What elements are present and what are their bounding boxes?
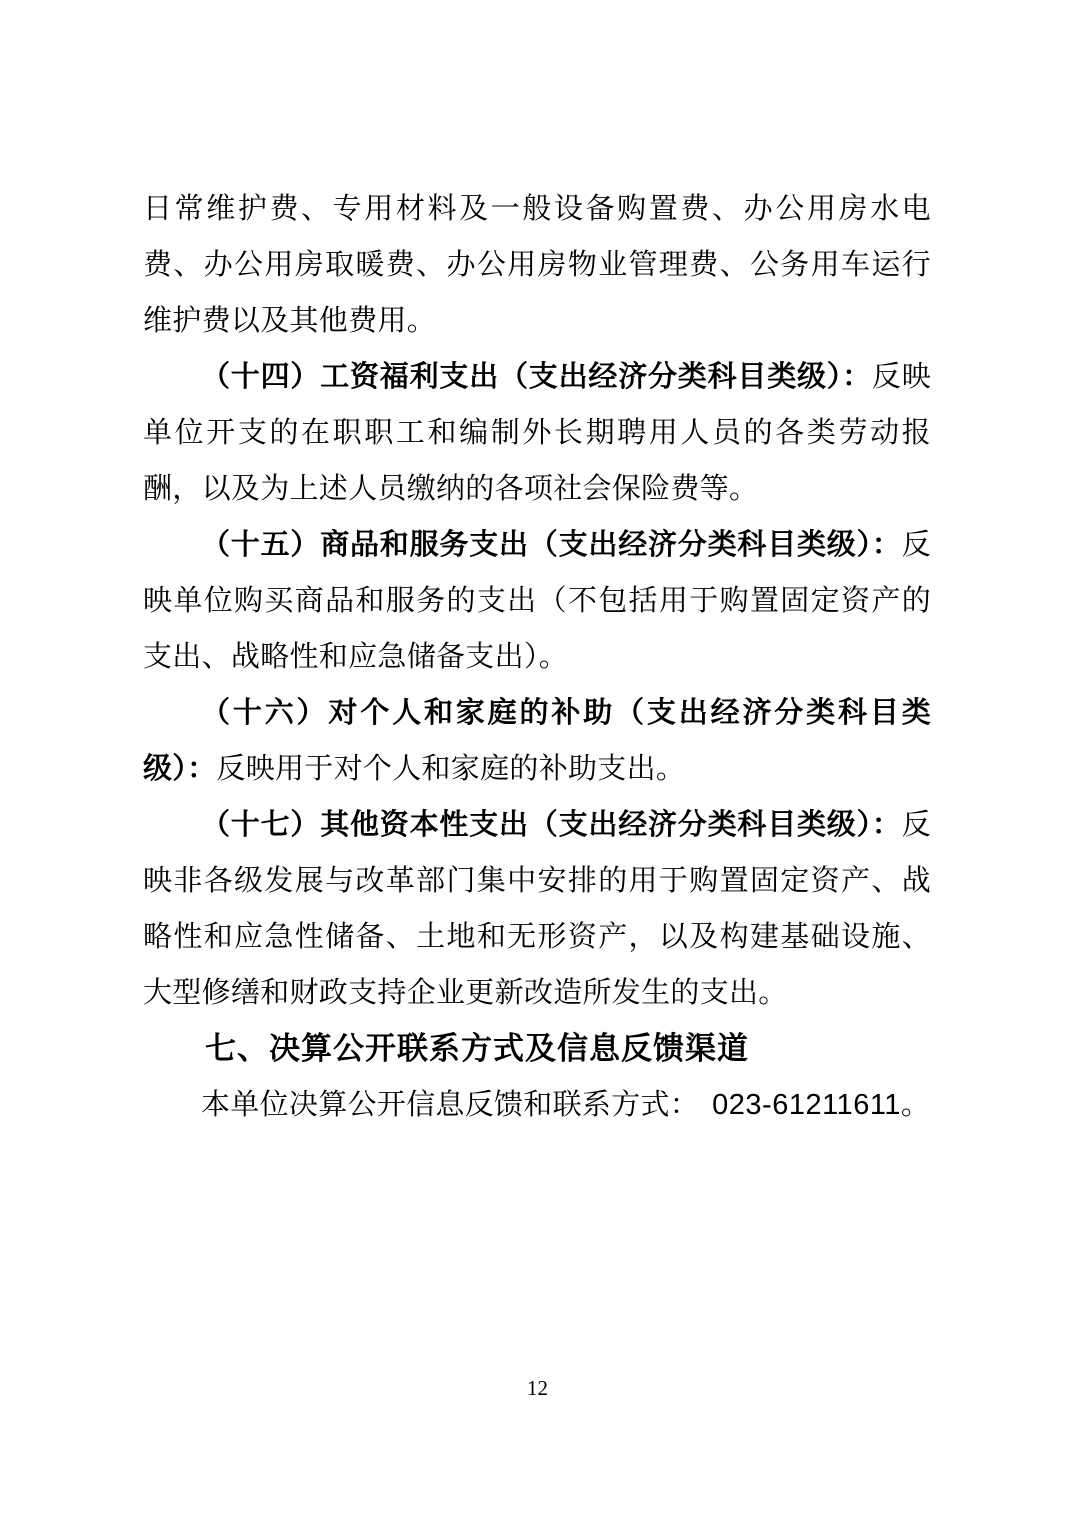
- paragraph-text: 反映非各级发展与改革部门集中安排的用于购置固定资产、战略性和应急性储备、土地和无形资产，以及构建基础设施、大型修缮和财政支持企业更新改造所发生的支出。: [143, 809, 931, 1009]
- paragraph-lead: （十六）对个人和家庭的补助（支出经济分类科目类级）：: [143, 697, 931, 785]
- paragraph-text: 反映用于对个人和家庭的补助支出。: [216, 753, 686, 785]
- contact-line: [143, 1077, 931, 1133]
- page-number: 12: [527, 1376, 548, 1400]
- paragraph-item-15: [143, 517, 931, 685]
- paragraph-overflow: [143, 181, 931, 349]
- contact-label: 本单位决算公开信息反馈和联系方式：: [201, 1089, 700, 1121]
- paragraph-text: 日常维护费、专用材料及一般设备购置费、办公用房水电费、办公用房取暖费、办公用房物业管理费、公务用车运行维护费以及其他费用。: [143, 193, 931, 337]
- paragraph-item-17: [143, 797, 931, 1021]
- paragraph-lead: （十四）工资福利支出（支出经济分类科目类级）：: [201, 361, 872, 393]
- phone-number: 023-61211611: [712, 1089, 901, 1121]
- contact-period: 。: [900, 1089, 931, 1121]
- paragraph-text: 反映单位购买商品和服务的支出（不包括用于购置固定资产的支出、战略性和应急储备支出）。: [143, 529, 931, 673]
- paragraph-text: 反映单位开支的在职职工和编制外长期聘用人员的各类劳动报酬，以及为上述人员缴纳的各项社会保险费等。: [143, 361, 931, 505]
- document-body: [143, 181, 931, 1133]
- section-heading: 七、决算公开联系方式及信息反馈渠道: [205, 1031, 749, 1066]
- paragraph-lead: （十五）商品和服务支出（支出经济分类科目类级）：: [201, 529, 902, 561]
- paragraph-item-14: [143, 349, 931, 517]
- paragraph-lead: （十七）其他资本性支出（支出经济分类科目类级）：: [201, 809, 902, 841]
- paragraph-item-16: [143, 685, 931, 797]
